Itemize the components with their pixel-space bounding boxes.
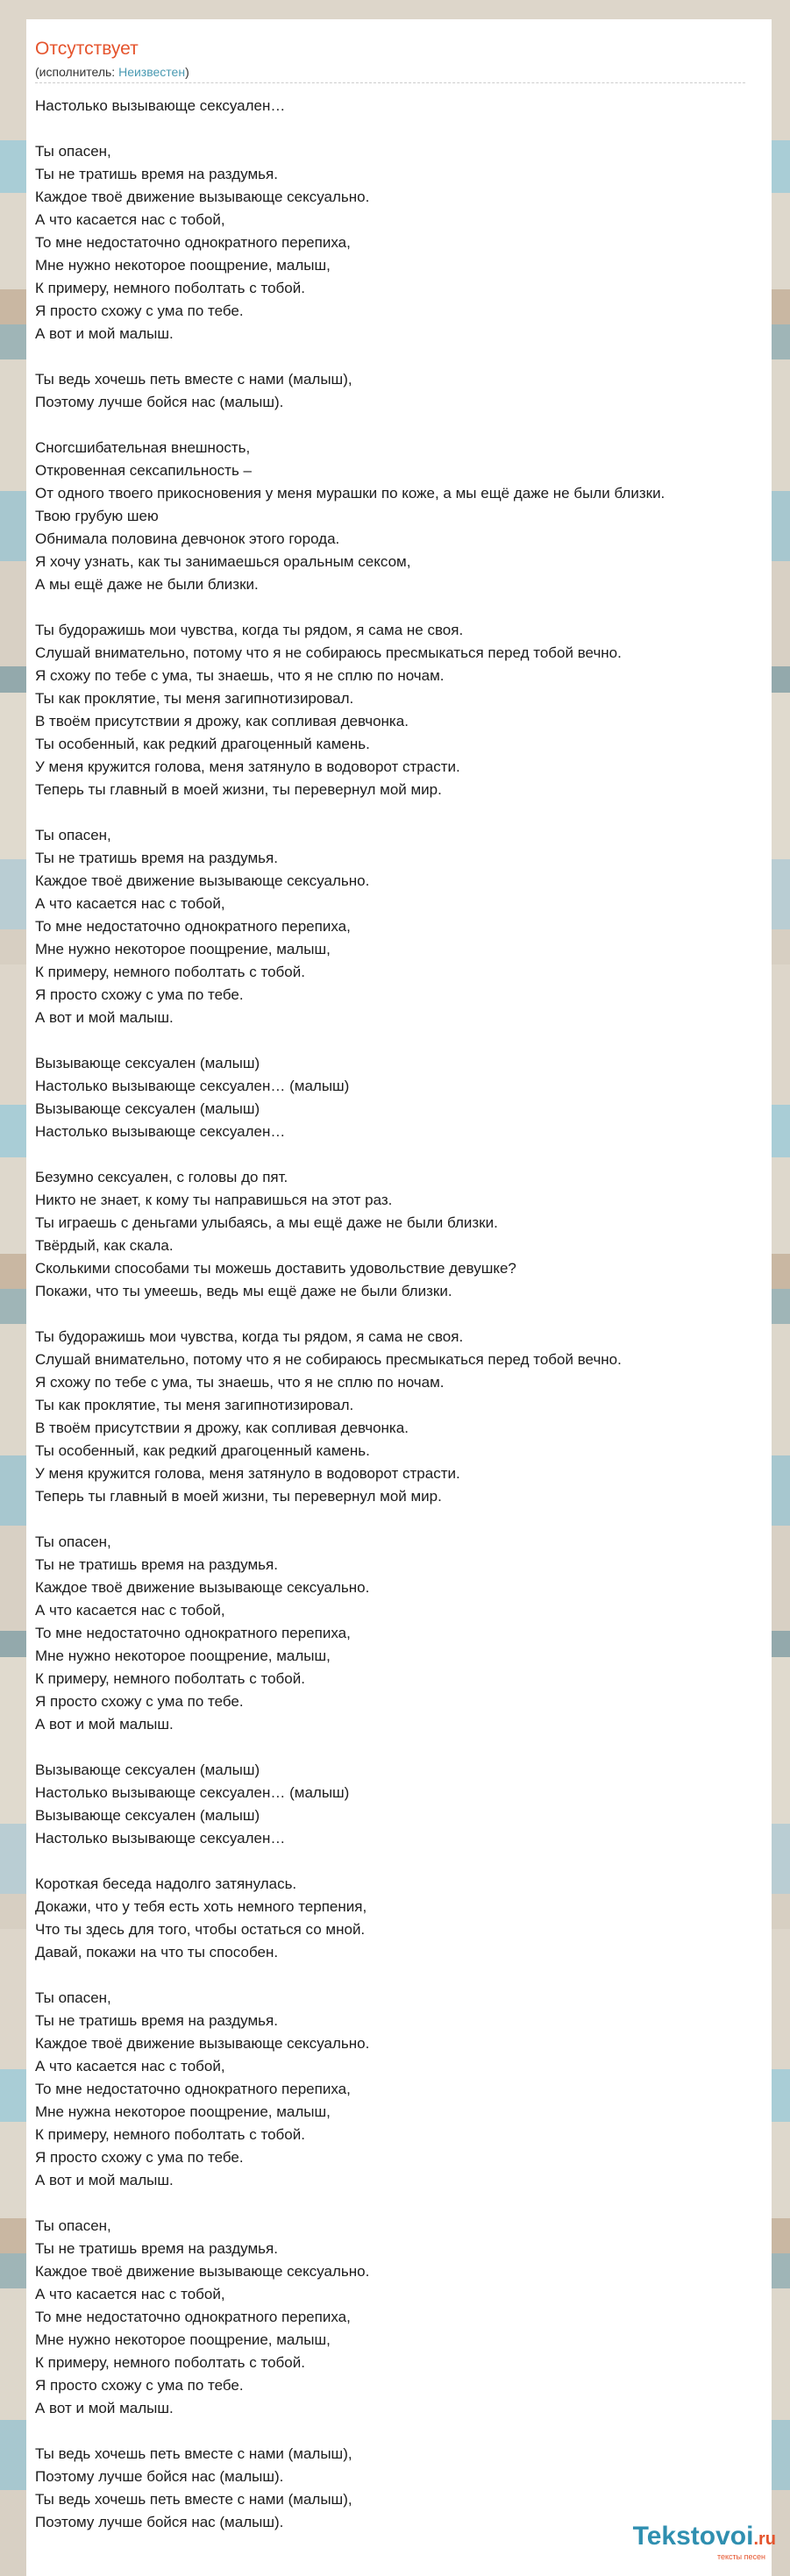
lyric-line: Ты не тратишь время на раздумья. xyxy=(35,1556,278,1573)
lyric-line: Мне нужно некоторое поощрение, малыш, xyxy=(35,941,331,957)
lyrics-text xyxy=(35,95,772,2534)
stanza-break xyxy=(35,1029,772,1052)
lyric-line: В твоём присутствии я дрожу, как сопливая девчонка. xyxy=(35,713,409,729)
lyric-line: Настолько вызывающе сексуален… (малыш) xyxy=(35,1784,350,1801)
stanza-break xyxy=(35,1736,772,1759)
lyric-line: Ты играешь с деньгами улыбаясь, а мы ещё даже не были близки. xyxy=(35,1214,498,1231)
lyric-line: Ты опасен, xyxy=(35,1989,111,2006)
lyric-line: Я хочу узнать, как ты занимаешься оральным сексом, xyxy=(35,553,411,570)
lyric-line: К примеру, немного поболтать с тобой. xyxy=(35,2126,305,2143)
lyric-line: Настолько вызывающе сексуален… (малыш) xyxy=(35,1078,350,1094)
lyric-line: Ты ведь хочешь петь вместе с нами (малыш), xyxy=(35,2491,352,2508)
lyric-line: Ты не тратишь время на раздумья. xyxy=(35,2240,278,2257)
lyric-line: Ты не тратишь время на раздумья. xyxy=(35,2012,278,2029)
lyric-line: Ты ведь хочешь петь вместе с нами (малыш), xyxy=(35,2445,352,2462)
stanza-break xyxy=(35,1964,772,1987)
lyric-line: Ты опасен, xyxy=(35,2217,111,2234)
lyric-line: От одного твоего прикосновения у меня мурашки по коже, а мы ещё даже не были близки. xyxy=(35,485,665,502)
lyric-line: Ты особенный, как редкий драгоценный камень. xyxy=(35,1442,370,1459)
lyric-line: Поэтому лучше бойся нас (малыш). xyxy=(35,2514,284,2530)
lyric-line: Безумно сексуален, с головы до пят. xyxy=(35,1169,288,1185)
lyric-line: А что касается нас с тобой, xyxy=(35,1602,225,1619)
lyric-line: Я просто схожу с ума по тебе. xyxy=(35,1693,244,1710)
lyric-line: То мне недостаточно однократного перепиха, xyxy=(35,2081,351,2097)
lyric-line: Я просто схожу с ума по тебе. xyxy=(35,2149,244,2166)
lyric-line: Никто не знает, к кому ты направишься на этот раз. xyxy=(35,1192,393,1208)
lyric-line: А мы ещё даже не были близки. xyxy=(35,576,259,593)
lyric-line: Теперь ты главный в моей жизни, ты перевернул мой мир. xyxy=(35,781,442,798)
lyric-line: Настолько вызывающе сексуален… xyxy=(35,1830,286,1847)
song-title: Отсутствует xyxy=(35,39,139,59)
lyric-line: А вот и мой малыш. xyxy=(35,2172,174,2188)
lyric-line: Ты ведь хочешь петь вместе с нами (малыш), xyxy=(35,371,352,388)
artist-link[interactable]: Неизвестен xyxy=(118,65,186,79)
stanza-break xyxy=(35,117,772,140)
lyric-line: Короткая беседа надолго затянулась. xyxy=(35,1875,297,1892)
lyric-line: Давай, покажи на что ты способен. xyxy=(35,1944,279,1960)
lyric-line: Мне нужно некоторое поощрение, малыш, xyxy=(35,1647,331,1664)
lyric-line: Ты как проклятие, ты меня загипнотизировал. xyxy=(35,1397,354,1413)
lyric-line: Обнимала половина девчонок этого города. xyxy=(35,530,340,547)
lyric-line: Ты не тратишь время на раздумья. xyxy=(35,166,278,182)
lyric-line: Сколькими способами ты можешь доставить удовольствие девушке? xyxy=(35,1260,516,1277)
lyric-line: А что касается нас с тобой, xyxy=(35,211,225,228)
byline xyxy=(35,65,189,79)
lyric-line: Мне нужно некоторое поощрение, малыш, xyxy=(35,2331,331,2348)
lyric-line: Каждое твоё движение вызывающе сексуально. xyxy=(35,1579,370,1596)
stanza-break xyxy=(35,2192,772,2215)
lyric-line: Слушай внимательно, потому что я не собираюсь пресмыкаться перед тобой вечно. xyxy=(35,1351,622,1368)
lyric-line: Покажи, что ты умеешь, ведь мы ещё даже не были близки. xyxy=(35,1283,452,1299)
stanza-break xyxy=(35,801,772,824)
lyric-line: Вызывающе сексуален (малыш) xyxy=(35,1100,260,1117)
lyric-line: А что касается нас с тобой, xyxy=(35,2058,225,2074)
lyric-line: Каждое твоё движение вызывающе сексуально. xyxy=(35,189,370,205)
lyric-line: К примеру, немного поболтать с тобой. xyxy=(35,2354,305,2371)
lyric-line: Ты опасен, xyxy=(35,143,111,160)
lyric-line: Я просто схожу с ума по тебе. xyxy=(35,302,244,319)
lyric-line: А вот и мой малыш. xyxy=(35,1716,174,1733)
lyric-line: У меня кружится голова, меня затянуло в водоворот страсти. xyxy=(35,1465,460,1482)
lyric-line: К примеру, немного поболтать с тобой. xyxy=(35,964,305,980)
stanza-break xyxy=(35,596,772,619)
stanza-break xyxy=(35,345,772,368)
lyric-line: Ты будоражишь мои чувства, когда ты рядом, я сама не своя. xyxy=(35,622,464,638)
stanza-break xyxy=(35,1508,772,1531)
lyric-line: Ты особенный, как редкий драгоценный камень. xyxy=(35,736,370,752)
lyric-line: Настолько вызывающе сексуален… xyxy=(35,97,286,114)
lyric-line: Мне нужно некоторое поощрение, малыш, xyxy=(35,257,331,274)
stanza-break xyxy=(35,1143,772,1166)
byline-prefix: (исполнитель: xyxy=(35,65,119,79)
lyric-line: Ты не тратишь время на раздумья. xyxy=(35,850,278,866)
lyric-line: Поэтому лучше бойся нас (малыш). xyxy=(35,394,284,410)
lyric-line: Теперь ты главный в моей жизни, ты перевернул мой мир. xyxy=(35,1488,442,1505)
lyric-line: Мне нужна некоторое поощрение, малыш, xyxy=(35,2103,331,2120)
lyric-line: Настолько вызывающе сексуален… xyxy=(35,1123,286,1140)
stanza-break xyxy=(35,1303,772,1326)
lyric-line: Вызывающе сексуален (малыш) xyxy=(35,1055,260,1071)
lyric-line: То мне недостаточно однократного перепиха, xyxy=(35,234,351,251)
stanza-break xyxy=(35,1850,772,1873)
lyric-line: То мне недостаточно однократного перепиха, xyxy=(35,2309,351,2325)
lyrics-page xyxy=(26,19,772,2576)
lyric-line: Откровенная сексапильность – xyxy=(35,462,252,479)
site-logo[interactable] xyxy=(633,2522,776,2551)
stanza-break xyxy=(35,2420,772,2443)
lyric-line: Ты будоражишь мои чувства, когда ты рядом, я сама не своя. xyxy=(35,1328,464,1345)
lyric-line: В твоём присутствии я дрожу, как сопливая девчонка. xyxy=(35,1420,409,1436)
lyric-line: Слушай внимательно, потому что я не собираюсь пресмыкаться перед тобой вечно. xyxy=(35,644,622,661)
stanza-break xyxy=(35,414,772,437)
lyric-line: То мне недостаточно однократного перепиха, xyxy=(35,918,351,935)
lyric-line: К примеру, немного поболтать с тобой. xyxy=(35,1670,305,1687)
logo-tagline: тексты песен xyxy=(716,2552,765,2561)
lyric-line: Каждое твоё движение вызывающе сексуально. xyxy=(35,2263,370,2280)
lyric-line: Вызывающе сексуален (малыш) xyxy=(35,1761,260,1778)
lyric-line: У меня кружится голова, меня затянуло в водоворот страсти. xyxy=(35,758,460,775)
lyric-line: Твёрдый, как скала. xyxy=(35,1237,174,1254)
byline-suffix: ) xyxy=(185,65,189,79)
logo-tld: .ru xyxy=(753,2530,776,2549)
lyric-line: Что ты здесь для того, чтобы остаться со мной. xyxy=(35,1921,366,1938)
lyric-line: Докажи, что у тебя есть хоть немного терпения, xyxy=(35,1898,367,1915)
lyric-line: Сногсшибательная внешность, xyxy=(35,439,251,456)
lyric-line: Я просто схожу с ума по тебе. xyxy=(35,2377,244,2394)
lyric-line: Поэтому лучше бойся нас (малыш). xyxy=(35,2468,284,2485)
lyric-line: Каждое твоё движение вызывающе сексуально. xyxy=(35,2035,370,2052)
lyric-line: Каждое твоё движение вызывающе сексуально. xyxy=(35,872,370,889)
lyric-line: А вот и мой малыш. xyxy=(35,1009,174,1026)
lyric-line: Твою грубую шею xyxy=(35,508,159,524)
lyric-line: Ты опасен, xyxy=(35,1534,111,1550)
lyric-line: Я схожу по тебе с ума, ты знаешь, что я не сплю по ночам. xyxy=(35,1374,445,1391)
lyric-line: Я схожу по тебе с ума, ты знаешь, что я не сплю по ночам. xyxy=(35,667,445,684)
lyric-line: То мне недостаточно однократного перепиха, xyxy=(35,1625,351,1641)
lyric-line: А вот и мой малыш. xyxy=(35,2400,174,2416)
divider xyxy=(35,82,745,83)
logo-name: Tekstovoi xyxy=(632,2522,754,2551)
lyric-line: А что касается нас с тобой, xyxy=(35,2286,225,2302)
lyric-line: А вот и мой малыш. xyxy=(35,325,174,342)
lyric-line: Ты опасен, xyxy=(35,827,111,843)
lyric-line: Вызывающе сексуален (малыш) xyxy=(35,1807,260,1824)
lyric-line: К примеру, немного поболтать с тобой. xyxy=(35,280,305,296)
lyric-line: Ты как проклятие, ты меня загипнотизировал. xyxy=(35,690,354,707)
lyric-line: А что касается нас с тобой, xyxy=(35,895,225,912)
lyric-line: Я просто схожу с ума по тебе. xyxy=(35,986,244,1003)
